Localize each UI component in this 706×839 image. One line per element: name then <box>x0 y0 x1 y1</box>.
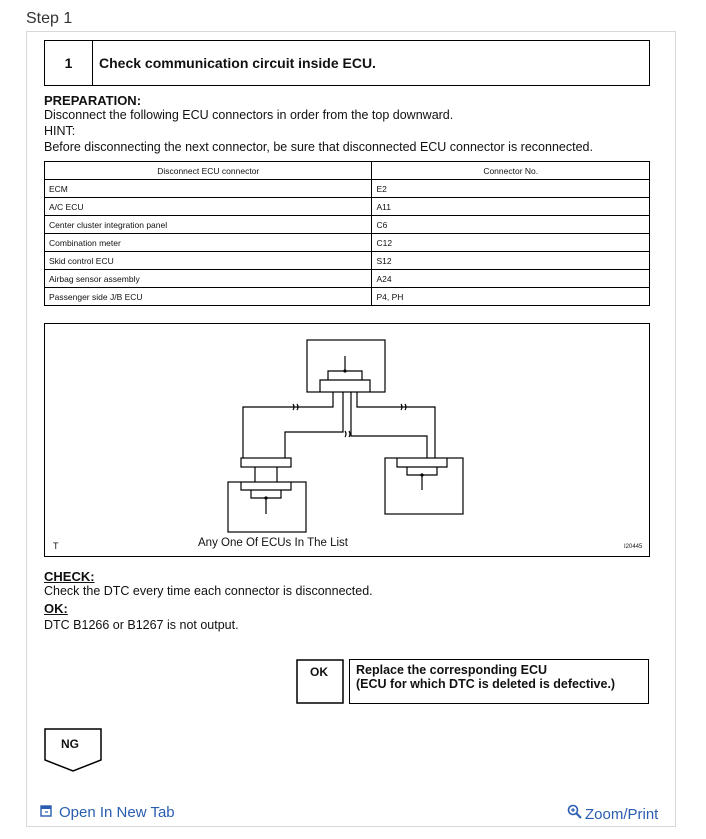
open-in-new-tab-label: Open In New Tab <box>59 804 175 821</box>
open-in-new-tab-link[interactable] <box>40 804 175 821</box>
preparation-heading: PREPARATION: <box>44 93 142 108</box>
table-cell: ECM <box>45 180 372 198</box>
check-heading: CHECK: <box>44 569 95 584</box>
table-row <box>45 252 650 270</box>
table-cell: Airbag sensor assembly <box>45 270 372 288</box>
table-row <box>45 180 650 198</box>
open-new-tab-icon <box>40 804 53 821</box>
table-cell: Combination meter <box>45 234 372 252</box>
ok-result-line1: Replace the corresponding ECU <box>356 663 548 677</box>
table-cell: Skid control ECU <box>45 252 372 270</box>
table-cell: P4, PH <box>372 288 650 306</box>
ng-tab-label: NG <box>61 737 79 751</box>
table-header: Disconnect ECU connector <box>45 162 372 180</box>
table-row <box>45 270 650 288</box>
check-text: Check the DTC every time each connector is disconnected. <box>44 584 373 598</box>
magnifier-icon <box>567 804 583 824</box>
ok-result-line2: (ECU for which DTC is deleted is defective.) <box>356 677 616 691</box>
step-title: Check communication circuit inside ECU. <box>99 55 376 71</box>
table-row <box>45 216 650 234</box>
table-cell: S12 <box>372 252 650 270</box>
table-cell: E2 <box>372 180 650 198</box>
ok-result-box <box>349 659 649 704</box>
zoom-print-link[interactable] <box>567 804 658 824</box>
hint-label: HINT: <box>44 124 76 138</box>
table-header-row <box>45 162 650 180</box>
ng-tab <box>44 728 102 772</box>
diagram-caption: Any One Of ECUs In The List <box>198 537 348 549</box>
table-row <box>45 288 650 306</box>
table-cell: C6 <box>372 216 650 234</box>
step-label: Step 1 <box>26 10 73 27</box>
table-cell: Center cluster integration panel <box>45 216 372 234</box>
table-cell: A11 <box>372 198 650 216</box>
ok-tab-label: OK <box>310 665 328 679</box>
step-number: 1 <box>45 41 93 85</box>
table-row <box>45 198 650 216</box>
diagram-figure-code: I20445 <box>624 544 643 550</box>
preparation-text: Disconnect the following ECU connectors in order from the top downward. <box>44 108 454 122</box>
wiring-diagram <box>44 323 650 557</box>
table-row <box>45 234 650 252</box>
diagram-corner-label: T <box>53 541 59 551</box>
zoom-print-label: Zoom/Print <box>585 805 659 823</box>
table-cell: Passenger side J/B ECU <box>45 288 372 306</box>
wiring-diagram-drawing <box>45 324 651 558</box>
table-cell: C12 <box>372 234 650 252</box>
ok-tab <box>296 659 344 704</box>
hint-text: Before disconnecting the next connector, be sure that disconnected ECU connector is reconnected. <box>44 140 593 154</box>
ok-heading: OK: <box>44 601 68 616</box>
ok-text: DTC B1266 or B1267 is not output. <box>44 618 239 632</box>
connector-table <box>44 161 650 306</box>
table-header: Connector No. <box>372 162 650 180</box>
table-cell: A/C ECU <box>45 198 372 216</box>
table-cell: A24 <box>372 270 650 288</box>
step-header-box <box>44 40 650 86</box>
